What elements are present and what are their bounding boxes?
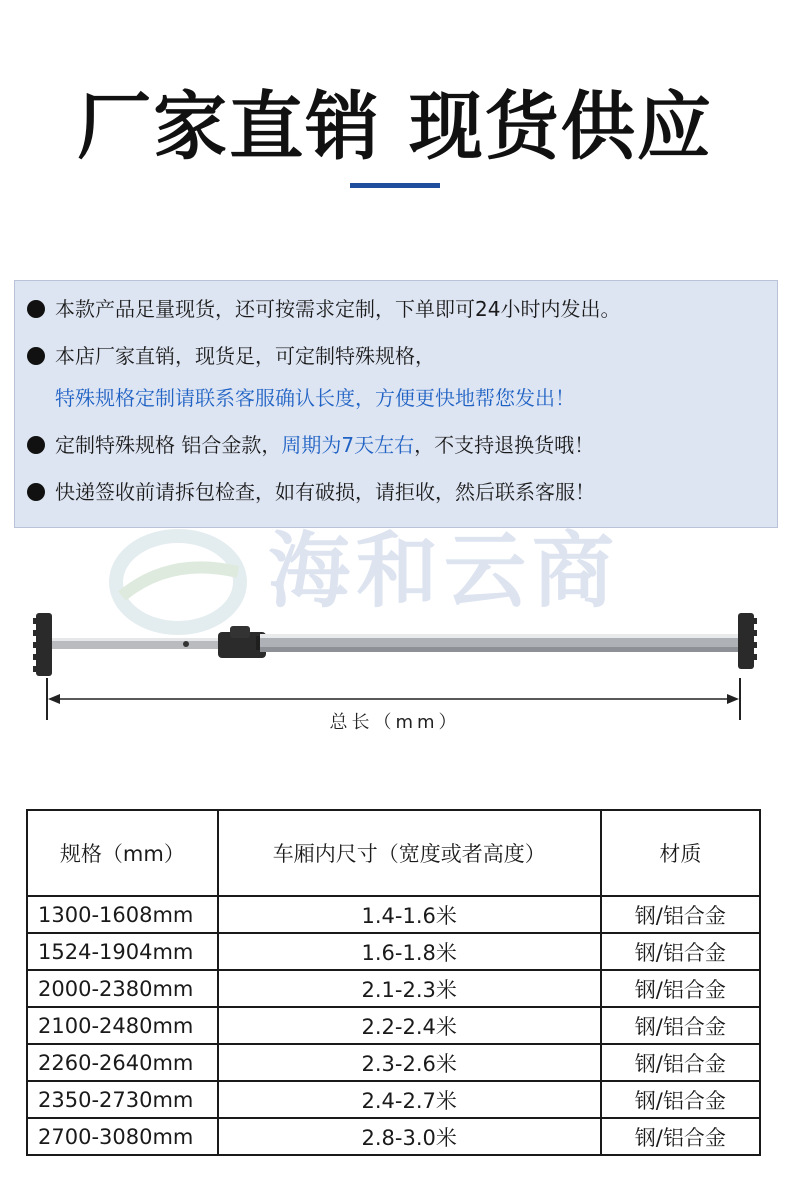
cell-material: 钢/铝合金 [601,970,760,1007]
table-row [27,970,760,1007]
cell-spec: 2700-3080mm [27,1118,218,1155]
watermark-text: 海和云商 [268,524,621,619]
table-row [27,1007,760,1044]
cell-size: 2.2-2.4米 [218,1007,601,1044]
cell-size: 2.8-3.0米 [218,1118,601,1155]
notice-text: 本店厂家直销，现货足，可定制特殊规格， [55,344,435,368]
notice-text: 本款产品足量现货，还可按需求定制，下单即可24小时内发出。 [55,297,621,321]
cell-size: 1.4-1.6米 [218,896,601,933]
spec-table [26,809,761,1156]
cell-size: 2.4-2.7米 [218,1081,601,1118]
cell-spec: 2000-2380mm [27,970,218,1007]
cell-spec: 2350-2730mm [27,1081,218,1118]
page-headline: 厂家直销 现货供应 [77,84,713,170]
notice-text: 定制特殊规格 铝合金款， [55,433,282,457]
cell-material: 钢/铝合金 [601,896,760,933]
cell-spec: 2100-2480mm [27,1007,218,1044]
bullet-icon [27,436,45,454]
left-foot-icon [33,613,52,676]
dimension-label: 总长（mm） [329,712,461,733]
notice-highlight: 周期为7天左右 [281,433,415,457]
cell-material: 钢/铝合金 [601,1081,760,1118]
notice-panel [14,280,778,528]
notice-item-2-sub: 特殊规格定制请联系客服确认长度，方便更快地帮您发出！ [55,386,575,410]
bullet-icon [27,483,45,501]
cell-material: 钢/铝合金 [601,1044,760,1081]
header-spec: 规格（mm） [27,810,218,896]
table-row [27,1044,760,1081]
table-row [27,933,760,970]
cell-size: 2.3-2.6米 [218,1044,601,1081]
right-foot-icon [738,613,757,669]
cell-material: 钢/铝合金 [601,933,760,970]
table-header-row [27,810,760,896]
cell-spec: 1300-1608mm [27,896,218,933]
notice-text: 快递签收前请拆包检查，如有破损，请拒收，然后联系客服！ [55,480,595,504]
notice-item-1 [27,295,620,323]
notice-item-2 [27,342,435,370]
cell-material: 钢/铝合金 [601,1118,760,1155]
notice-text: ，不支持退换货哦！ [414,433,595,457]
notice-item-4 [27,478,595,506]
bullet-icon [27,347,45,365]
cell-material: 钢/铝合金 [601,1007,760,1044]
cell-spec: 2260-2640mm [27,1044,218,1081]
table-row [27,1081,760,1118]
table-row [27,896,760,933]
notice-item-3 [27,431,594,459]
bullet-icon [27,300,45,318]
cell-size: 1.6-1.8米 [218,933,601,970]
cell-size: 2.1-2.3米 [218,970,601,1007]
header-material: 材质 [601,810,760,896]
headline-underline [350,183,440,188]
table-row [27,1118,760,1155]
cell-spec: 1524-1904mm [27,933,218,970]
header-inner-size: 车厢内尺寸（宽度或者高度） [218,810,601,896]
